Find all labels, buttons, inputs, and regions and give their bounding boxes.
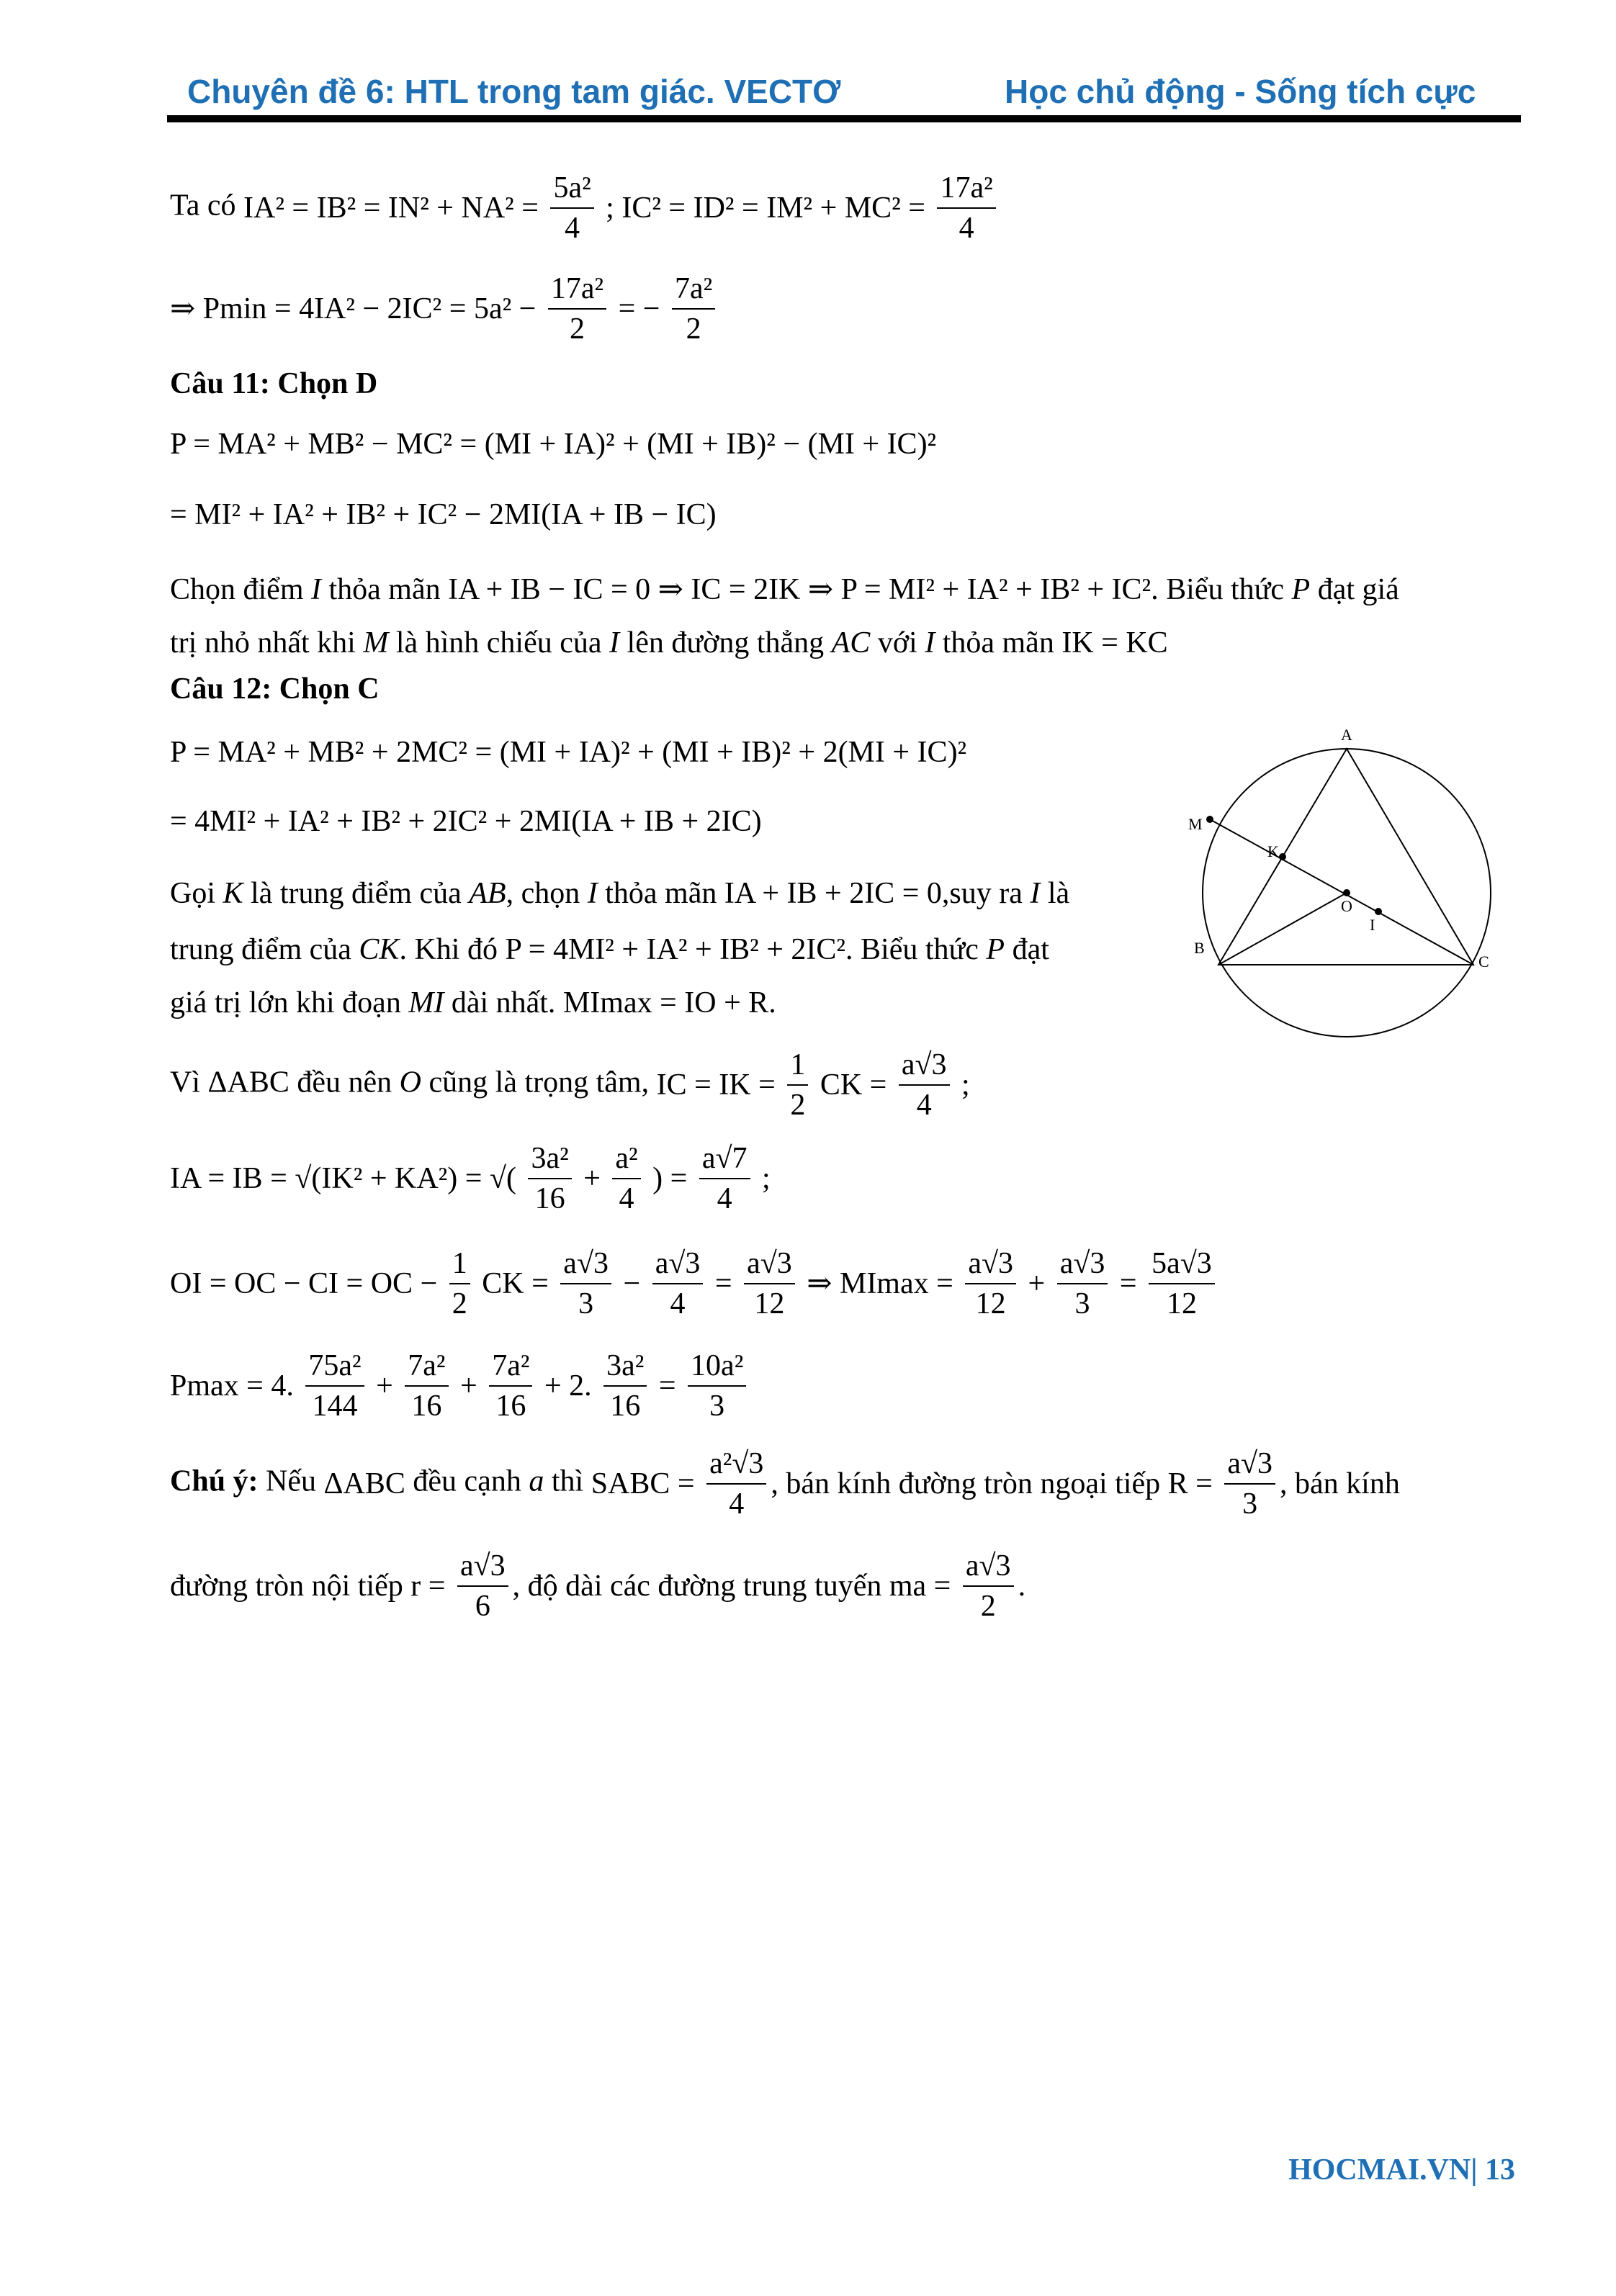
text: I — [311, 573, 321, 606]
text: , độ dài các đường trung tuyến — [512, 1570, 882, 1603]
text: thỏa mãn — [328, 573, 441, 606]
frac-den: 12 — [1166, 1287, 1197, 1320]
frac-num: a√3 — [1057, 1248, 1108, 1284]
frac-num: a√3 — [965, 1248, 1016, 1284]
text: Nếu — [266, 1464, 317, 1498]
frac-num: 7a² — [672, 274, 715, 310]
text: , chọn — [506, 877, 580, 910]
math: CK = — [482, 1267, 549, 1300]
text: P — [986, 933, 1005, 966]
frac-den: 16 — [610, 1390, 641, 1423]
page-footer: HOCMAI.VN| 13 — [1288, 2153, 1515, 2187]
text: thỏa mãn — [605, 877, 717, 910]
frac-num: a√3 — [1224, 1449, 1275, 1485]
label-a: A — [1341, 727, 1352, 744]
math: SABC = — [591, 1467, 695, 1500]
math: ma = — [889, 1570, 951, 1603]
frac-den: 4 — [959, 212, 974, 245]
frac-num: a√3 — [744, 1248, 795, 1284]
fraction — [603, 1351, 647, 1421]
frac-den: 4 — [717, 1182, 732, 1215]
line-ia-squared — [170, 173, 1000, 243]
frac-num: 10a² — [688, 1351, 746, 1387]
math: IA + IB − IC = 0 ⇒ IC = 2IK ⇒ P = MI² + IA² + IB² + IC² — [448, 573, 1152, 606]
frac-num: 7a² — [489, 1351, 532, 1387]
text: Vì — [170, 1066, 200, 1099]
fraction — [550, 173, 593, 243]
frac-den: 4 — [565, 212, 580, 245]
frac-den: 12 — [754, 1287, 785, 1320]
text: . — [768, 986, 776, 1019]
q11-text2 — [170, 628, 1168, 658]
math: + — [376, 1369, 393, 1403]
text: CK — [359, 933, 400, 966]
header-title: Chuyên đề 6: HTL trong tam giác. VECTƠ — [187, 73, 841, 110]
text: MI — [408, 986, 444, 1019]
math: OI = OC − CI = OC − — [170, 1267, 438, 1300]
fraction — [688, 1351, 746, 1421]
q12-p3 — [170, 988, 776, 1018]
q11-eq2: = MI² + IA² + IB² + IC² − 2MI(IA + IB − IC) — [170, 498, 717, 531]
q12-p6 — [170, 1248, 1219, 1319]
text: trung điểm của — [170, 933, 351, 966]
label-b: B — [1194, 939, 1205, 957]
text: I — [609, 626, 620, 659]
frac-num: 7a² — [405, 1351, 448, 1387]
frac-den: 6 — [475, 1590, 490, 1623]
label-m: M — [1188, 815, 1203, 833]
frac-num: 3a² — [528, 1143, 571, 1179]
note-line1 — [170, 1449, 1400, 1519]
fraction — [548, 274, 606, 344]
fraction — [652, 1248, 704, 1319]
math: + 2. — [544, 1369, 592, 1403]
frac-num: 17a² — [548, 274, 606, 310]
segment-bo — [1218, 893, 1347, 965]
text: I — [587, 877, 598, 910]
fraction — [937, 173, 995, 243]
frac-den: 16 — [411, 1390, 442, 1423]
q11-title: Câu 11: Chọn D — [170, 367, 378, 400]
q12-p7 — [170, 1351, 750, 1421]
label-c: C — [1478, 953, 1489, 971]
math: IK = KC — [1061, 626, 1168, 659]
frac-num: a² — [612, 1143, 640, 1179]
point-k — [1279, 853, 1286, 860]
note-label: Chú ý: — [170, 1464, 259, 1498]
frac-den: 144 — [312, 1390, 358, 1423]
text: Ta có — [170, 189, 236, 222]
math: IA = IB = √(IK² + KA²) = √( — [170, 1162, 516, 1195]
math: = − — [618, 292, 660, 325]
fraction — [528, 1143, 571, 1214]
text: K — [223, 877, 243, 910]
fraction — [560, 1248, 611, 1319]
math: = — [1119, 1267, 1137, 1300]
text: với — [877, 626, 917, 659]
note-line2 — [170, 1551, 1025, 1621]
q12-p5 — [170, 1143, 771, 1214]
frac-num: a√7 — [699, 1143, 750, 1179]
text: M — [363, 626, 389, 659]
q12-title: Câu 12: Chọn C — [170, 672, 380, 706]
math: IC = IK = — [656, 1068, 776, 1102]
math: + — [583, 1162, 601, 1195]
fraction — [1149, 1248, 1215, 1319]
math: = — [658, 1369, 676, 1403]
text: đều nên — [297, 1066, 392, 1099]
text: AB — [469, 877, 506, 910]
frac-num: 1 — [449, 1248, 470, 1284]
frac-num: 5a² — [550, 173, 593, 209]
math: − — [623, 1267, 641, 1300]
math: ; — [762, 1162, 771, 1195]
frac-den: 2 — [569, 312, 585, 346]
fraction — [963, 1551, 1014, 1621]
math: r = — [410, 1570, 446, 1603]
text: thỏa mãn — [942, 626, 1054, 659]
text: là trung điểm của — [251, 877, 462, 910]
math: R = — [1167, 1467, 1213, 1500]
text: là — [1047, 877, 1070, 910]
frac-den: 3 — [578, 1287, 594, 1320]
math: + — [460, 1369, 477, 1403]
q12-p4 — [170, 1050, 970, 1120]
math: MImax = IO + R — [562, 986, 769, 1019]
fraction — [744, 1248, 795, 1319]
math: ; IC² = ID² = IM² + MC² = — [606, 192, 925, 225]
text: thì — [551, 1464, 584, 1498]
math: ) = — [652, 1162, 688, 1195]
text: cũng là trọng tâm, — [428, 1066, 650, 1099]
frac-den: 16 — [534, 1182, 565, 1215]
frac-num: a√3 — [963, 1551, 1014, 1587]
header-slogan: Học chủ động - Sống tích cực — [1005, 73, 1476, 110]
math: ; — [961, 1068, 970, 1102]
q11-text1 — [170, 575, 1399, 605]
header-rule — [167, 115, 1521, 122]
math: CK = — [820, 1068, 887, 1102]
frac-den: 4 — [619, 1182, 634, 1215]
label-o: O — [1341, 897, 1352, 915]
fraction — [699, 1143, 750, 1214]
frac-den: 2 — [686, 312, 701, 346]
fraction — [405, 1351, 448, 1421]
q12-p1 — [170, 878, 1069, 909]
text: đều cạnh — [413, 1464, 521, 1498]
frac-num: a√3 — [652, 1248, 704, 1284]
math: = — [714, 1267, 732, 1300]
point-m — [1206, 816, 1213, 823]
frac-den: 4 — [729, 1487, 745, 1521]
frac-den: 4 — [916, 1089, 932, 1122]
text: . — [1018, 1570, 1026, 1603]
line-pmin — [170, 274, 719, 344]
text: I — [1030, 877, 1041, 910]
point-i — [1375, 908, 1382, 915]
q12-eq2: = 4MI² + IA² + IB² + 2IC² + 2MI(IA + IB + 2IC) — [170, 805, 762, 838]
fraction — [305, 1351, 364, 1421]
math: IA² = IB² = IN² + NA² = — [243, 192, 539, 225]
point-o — [1343, 889, 1350, 896]
text: trị nhỏ nhất khi — [170, 626, 356, 659]
math: ⇒ Pmin = 4IA² − 2IC² = 5a² − — [170, 292, 537, 325]
frac-num: 1 — [787, 1050, 808, 1086]
fraction — [1224, 1449, 1275, 1519]
text: a — [529, 1464, 544, 1498]
fraction — [706, 1449, 766, 1519]
math: Pmax = 4. — [170, 1369, 294, 1403]
text: Gọi — [170, 877, 215, 910]
text: O — [399, 1066, 422, 1099]
fraction — [787, 1050, 808, 1120]
math: ⇒ MImax = — [807, 1267, 953, 1300]
frac-num: a√3 — [560, 1248, 611, 1284]
fraction — [1057, 1248, 1108, 1319]
frac-den: 2 — [452, 1287, 467, 1320]
q12-eq1: P = MA² + MB² + 2MC² = (MI + IA)² + (MI + IB)² + 2(MI + IC)² — [170, 736, 967, 769]
frac-den: 3 — [1074, 1287, 1090, 1320]
frac-den: 2 — [980, 1590, 996, 1623]
math: ΔABC — [207, 1066, 289, 1099]
q11-eq1: P = MA² + MB² − MC² = (MI + IA)² + (MI + IB)² − (MI + IC)² — [170, 428, 937, 461]
frac-num: a√3 — [457, 1551, 508, 1587]
frac-den: 12 — [975, 1287, 1006, 1320]
segment-mc — [1210, 819, 1473, 965]
fraction — [899, 1050, 950, 1120]
geometry-figure — [1188, 727, 1520, 1044]
fraction — [457, 1551, 508, 1621]
frac-num: a√3 — [899, 1050, 950, 1086]
text: , bán kính đường tròn ngoại tiếp — [771, 1467, 1161, 1500]
text: , bán kính — [1280, 1467, 1400, 1500]
text: Chọn điểm — [170, 573, 304, 606]
text: P — [1291, 573, 1311, 606]
frac-num: a²√3 — [706, 1449, 766, 1485]
q12-p2 — [170, 935, 1049, 965]
math: + — [1028, 1267, 1046, 1300]
fraction — [672, 274, 715, 344]
text: . Biểu thức — [845, 933, 979, 966]
math: IA + IB + 2IC = 0 — [724, 877, 942, 910]
frac-num: 17a² — [937, 173, 995, 209]
fraction — [449, 1248, 470, 1319]
frac-den: 3 — [1242, 1487, 1258, 1521]
fraction — [965, 1248, 1016, 1319]
text: đường tròn nội tiếp — [170, 1570, 403, 1603]
label-i: I — [1370, 916, 1375, 934]
fraction — [612, 1143, 640, 1214]
frac-den: 4 — [670, 1287, 686, 1320]
text: . Khi đó — [399, 933, 498, 966]
text: ,suy ra — [941, 877, 1023, 910]
math: ΔABC — [323, 1467, 405, 1500]
frac-num: 3a² — [603, 1351, 647, 1387]
frac-num: 5a√3 — [1149, 1248, 1215, 1284]
math: P = 4MI² + IA² + IB² + 2IC² — [505, 933, 846, 966]
text: . Biểu thức — [1151, 573, 1285, 606]
frac-num: 75a² — [305, 1351, 364, 1387]
frac-den: 3 — [709, 1390, 725, 1423]
fraction — [489, 1351, 532, 1421]
text: đạt — [1012, 933, 1049, 966]
text: là hình chiếu của — [395, 626, 602, 659]
frac-den: 2 — [790, 1089, 806, 1122]
text: AC — [831, 626, 871, 659]
frac-den: 16 — [495, 1390, 526, 1423]
text: đạt giá — [1317, 573, 1399, 606]
text: giá trị lớn khi đoạn — [170, 986, 401, 1019]
text: lên đường thẳng — [627, 626, 825, 659]
text: dài nhất. — [451, 986, 556, 1019]
label-k: K — [1267, 842, 1279, 860]
text: I — [925, 626, 935, 659]
